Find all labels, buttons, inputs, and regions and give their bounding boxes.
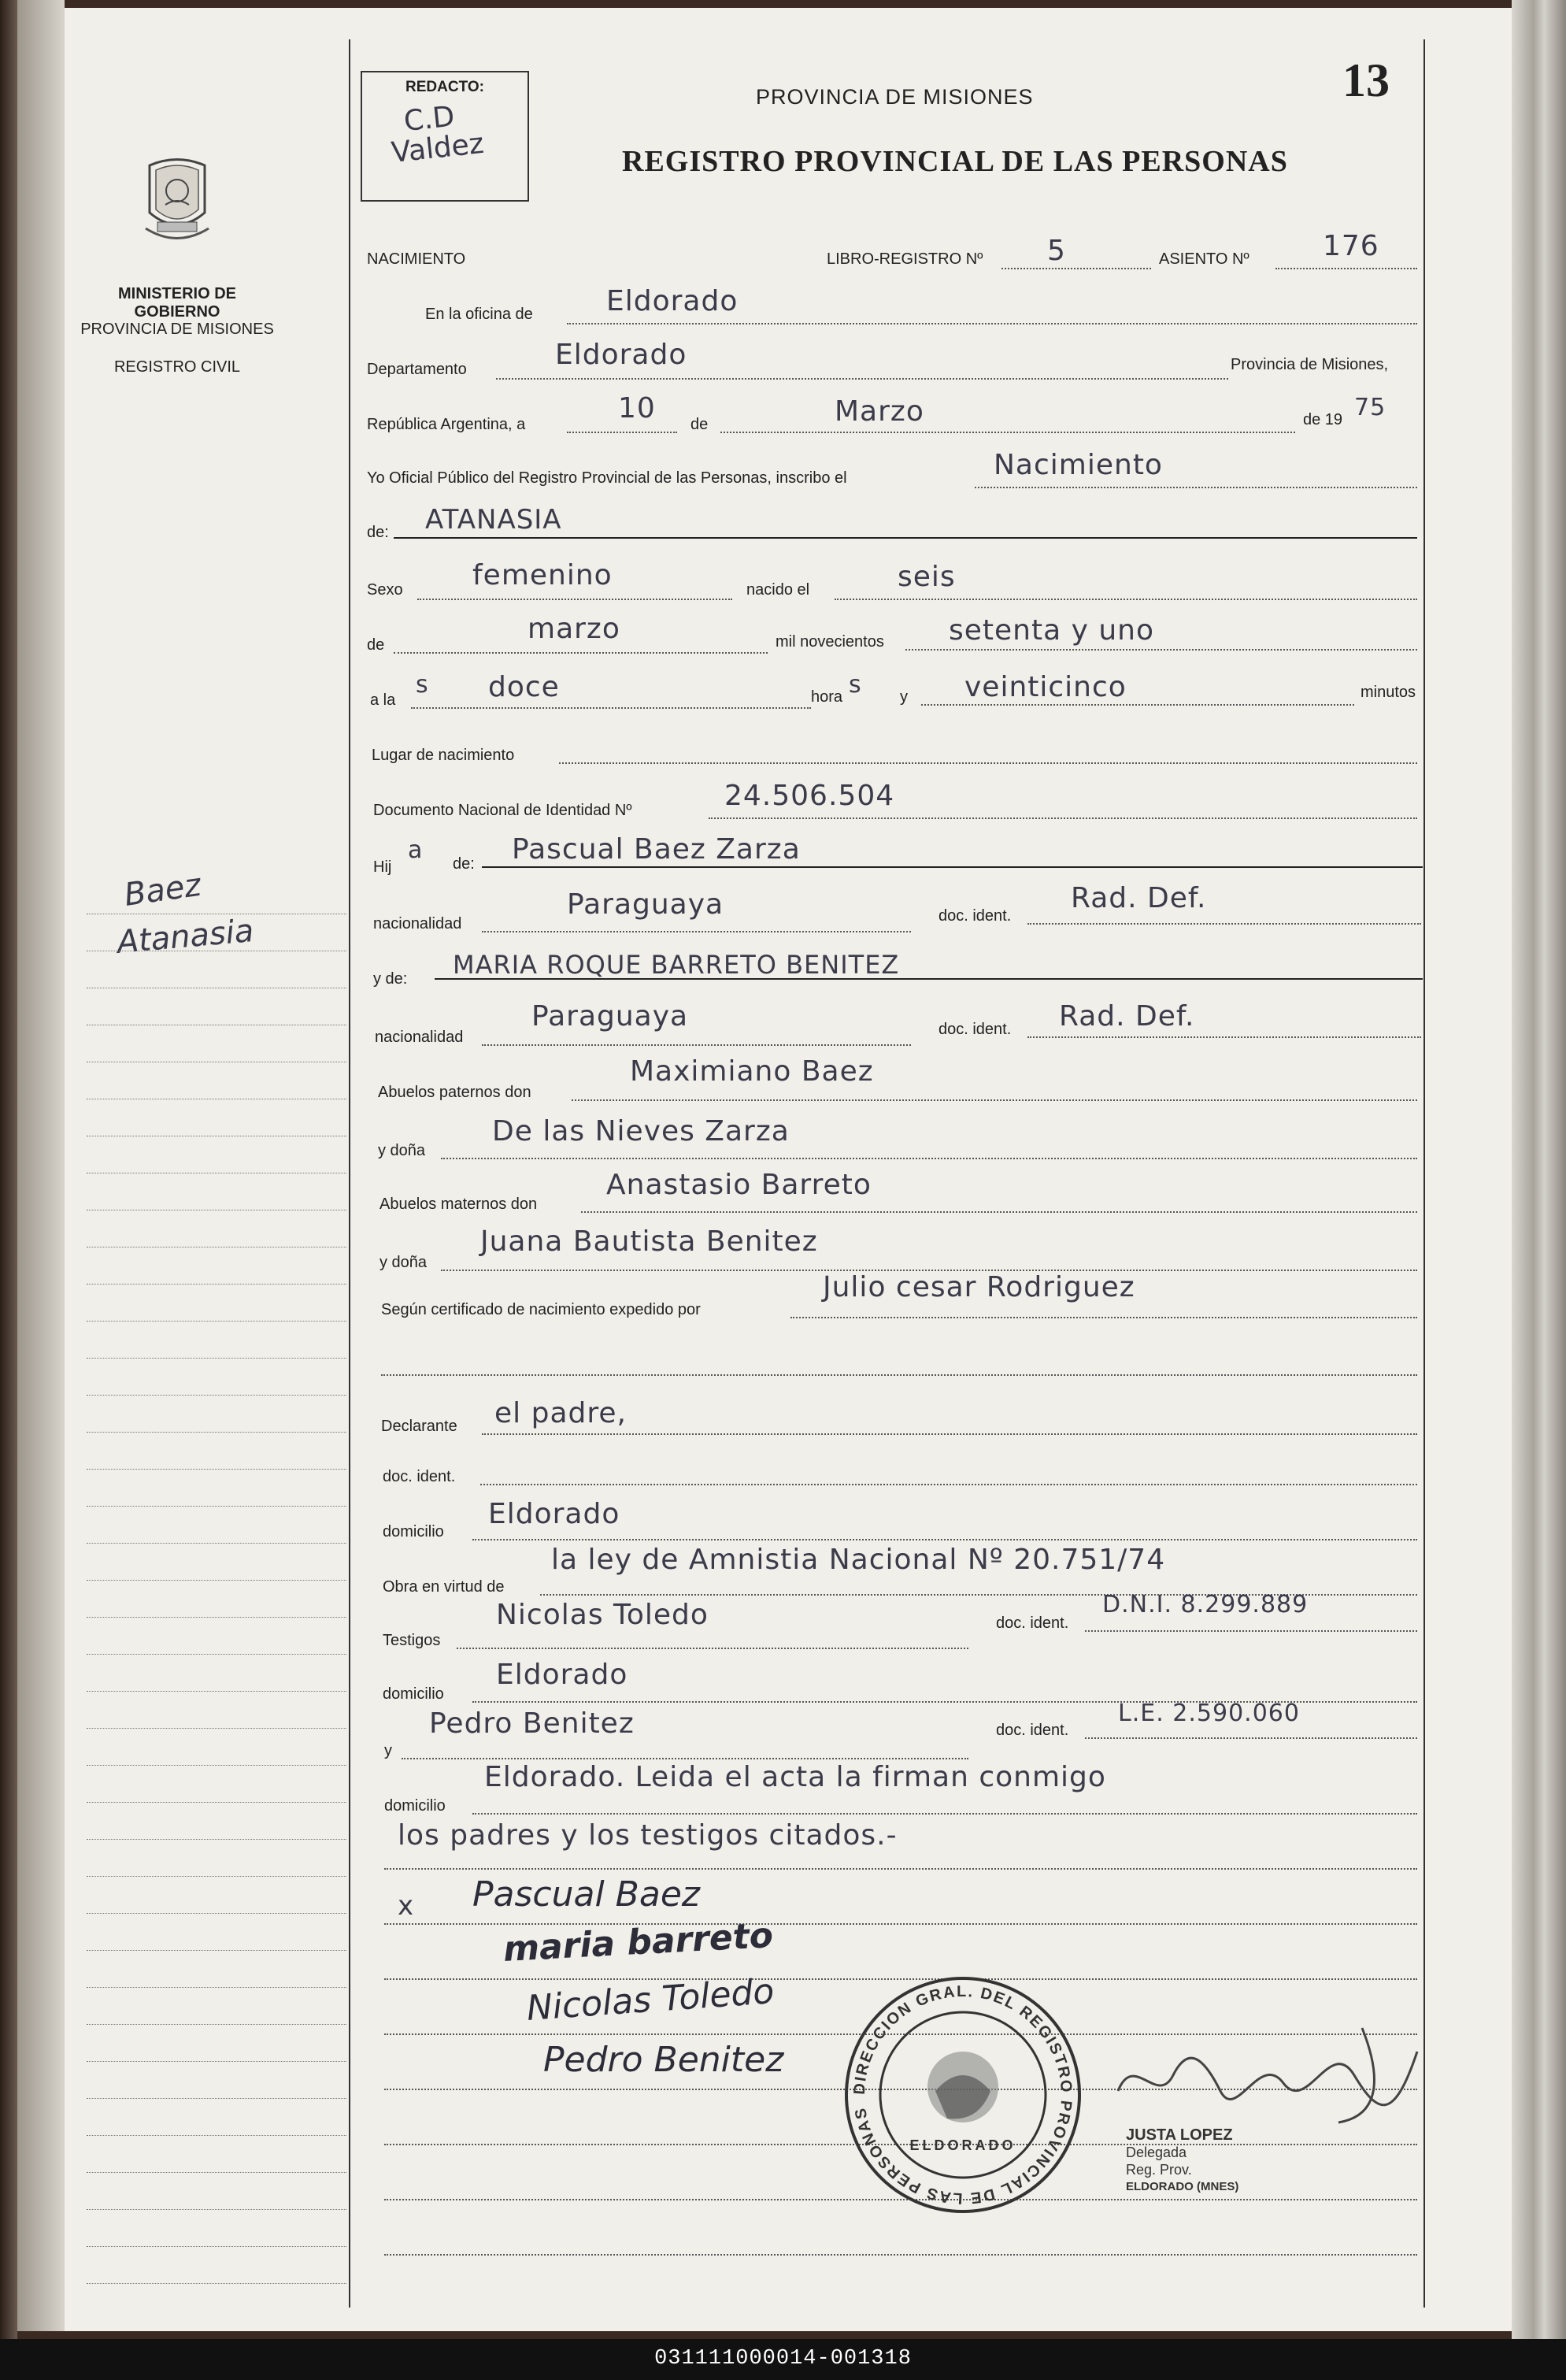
libro-value: 5 <box>1047 235 1066 267</box>
dni-label: Documento Nacional de Identidad Nº <box>373 802 632 819</box>
nac-padre-label: nacionalidad <box>373 915 462 932</box>
margin-ruled-line <box>87 1913 346 1914</box>
docid-padre-value: Rad. Def. <box>1071 882 1207 914</box>
margin-ruled-line <box>87 1506 346 1507</box>
nombre-value: ATANASIA <box>425 504 562 536</box>
ala-label: a la <box>370 691 396 709</box>
oficina-label: En la oficina de <box>425 306 533 323</box>
redacto-initials: C.D <box>402 100 457 139</box>
margin-ruled-line <box>87 1691 346 1692</box>
oficial-line <box>975 487 1417 488</box>
redacto-label: REDACTO: <box>405 79 484 95</box>
domicilio-line <box>472 1539 1417 1540</box>
horas-value: s <box>849 671 862 699</box>
declarante-line <box>482 1433 1417 1435</box>
page-identifier: 031111000014-001318 <box>654 2347 912 2371</box>
folio-number: 13 <box>1342 54 1390 106</box>
official-block <box>1126 2126 1238 2196</box>
margin-ruled-line <box>87 1728 346 1729</box>
dia-line <box>567 432 677 433</box>
docid-padre-label: doc. ident. <box>938 907 1012 925</box>
margin-ruled-line <box>87 1950 346 1951</box>
domicilio-t1-label: domicilio <box>383 1685 444 1703</box>
de2-label: de <box>367 636 385 654</box>
abuelo-mat-value: Anastasio Barreto <box>606 1169 872 1201</box>
margin-ruled-line <box>87 1987 346 1988</box>
stamp-inner-text: ELDORADO <box>909 2137 1016 2153</box>
margin-ruled-line <box>87 1876 346 1877</box>
docid-madre-label: doc. ident. <box>938 1021 1012 1038</box>
nac-madre-value: Paraguaya <box>531 1000 689 1032</box>
de-label: de <box>690 416 709 433</box>
certificado-line <box>790 1317 1417 1318</box>
nacido-line <box>835 599 1417 600</box>
departamento-line <box>496 378 1228 380</box>
domicilio-t1-value: Eldorado <box>496 1659 628 1691</box>
asiento-label: ASIENTO Nº <box>1159 250 1249 268</box>
certificado-value: Julio cesar Rodriguez <box>823 1271 1135 1303</box>
margin-ruled-line <box>87 2246 346 2247</box>
left-page-edge <box>17 0 65 2331</box>
ministry-title: MINISTERIO DE GOBIERNO <box>117 285 236 321</box>
oficial-label: Yo Oficial Público del Registro Provincial de las Personas, inscribo el <box>367 469 847 487</box>
hora-line <box>411 707 811 709</box>
margin-ruled-line <box>87 1395 346 1396</box>
oficial-value: Nacimiento <box>994 449 1163 481</box>
mes-nac-line <box>394 652 768 654</box>
margin-ruled-line <box>87 1469 346 1470</box>
nac-madre-label: nacionalidad <box>375 1029 464 1046</box>
stamp-outer-text: DIRECCION GRAL. DEL REGISTRO PROVINCIAL DE LAS PERSONAS <box>850 1982 1075 2208</box>
testigo1-doc-line <box>1085 1630 1417 1632</box>
docid-padre-line <box>1027 923 1421 925</box>
padre-line <box>482 866 1423 868</box>
nac-padre-value: Paraguaya <box>567 888 724 921</box>
x-mark: x <box>398 1890 415 1922</box>
doc-label: doc. ident. <box>383 1468 456 1485</box>
registry-title: REGISTRO PROVINCIAL DE LAS PERSONAS <box>622 145 1288 178</box>
margin-ruled-line <box>87 1839 346 1840</box>
minutos-line <box>921 704 1354 706</box>
abuela-pat-value: De las Nieves Zarza <box>492 1115 790 1147</box>
declarante-label: Declarante <box>381 1418 457 1435</box>
mes-line <box>720 432 1295 433</box>
sexo-line <box>417 599 732 600</box>
minutos-value: veinticinco <box>964 671 1127 703</box>
nac-madre-line <box>482 1044 911 1046</box>
signature-father: Pascual Baez <box>472 1874 700 1915</box>
abuelo-pat-line <box>572 1099 1417 1101</box>
margin-note-surname: Baez <box>121 866 204 914</box>
ruled-line <box>384 2254 1417 2256</box>
margin-ruled-line <box>87 1617 346 1618</box>
de3-label: de: <box>453 855 475 873</box>
yde-label: y de: <box>373 970 408 988</box>
ydona-mat-label: y doña <box>379 1254 428 1271</box>
testigo1-value: Nicolas Toledo <box>496 1599 709 1631</box>
domicilio-value: Eldorado <box>488 1498 620 1530</box>
oficina-line <box>567 323 1417 324</box>
lugar-label: Lugar de nacimiento <box>372 747 515 764</box>
testigos-label: Testigos <box>383 1632 441 1649</box>
nacimiento-label: NACIMIENTO <box>367 250 466 268</box>
margin-ruled-line <box>87 2024 346 2025</box>
hora-value: doce <box>488 671 560 703</box>
anio-label: de 19 <box>1303 411 1343 428</box>
y-label: y <box>900 688 908 706</box>
oficina-value: Eldorado <box>606 285 739 317</box>
dni-value: 24.506.504 <box>724 780 895 812</box>
mil-label: mil novecientos <box>776 633 884 651</box>
domicilio-label: domicilio <box>383 1523 444 1540</box>
abuelo-pat-value: Maximiano Baez <box>630 1055 874 1088</box>
anio-value: 75 <box>1354 394 1386 421</box>
doc-line <box>480 1484 1417 1485</box>
republica-label: República Argentina, a <box>367 416 526 433</box>
margin-ruled-line <box>87 1765 346 1766</box>
obra-value: la ley de Amnistia Nacional Nº 20.751/74 <box>551 1544 1166 1576</box>
madre-value: MARIA ROQUE BARRETO BENITEZ <box>453 950 900 980</box>
margin-ruled-line <box>87 2061 346 2062</box>
ministry-registry: REGISTRO CIVIL <box>113 358 241 376</box>
right-page-edges <box>1512 0 1566 2339</box>
cierre-line <box>384 1868 1417 1870</box>
margin-ruled-line <box>87 1432 346 1433</box>
testigo2-doc-label: doc. ident. <box>996 1722 1069 1739</box>
margin-ruled-line <box>87 1358 346 1359</box>
hij-label: Hij <box>373 858 392 876</box>
nacido-label: nacido el <box>746 581 810 599</box>
padre-value: Pascual Baez Zarza <box>512 833 801 866</box>
official-signature <box>1102 2004 1433 2138</box>
domicilio-t2-label: domicilio <box>384 1797 446 1815</box>
testigo2-doc-value: L.E. 2.590.060 <box>1118 1700 1300 1727</box>
anio-nac-value: setenta y uno <box>949 614 1155 647</box>
signature-witness1: Nicolas Toledo <box>525 1971 776 2029</box>
coat-of-arms-icon <box>142 150 213 252</box>
abuelos-pat-label: Abuelos paternos don <box>378 1084 531 1101</box>
margin-ruled-line <box>87 2172 346 2173</box>
margin-ruled-line <box>87 2098 346 2099</box>
anio-nac-line <box>905 649 1417 651</box>
cierre-value: los padres y los testigos citados.- <box>398 1819 898 1852</box>
margin-ruled-line <box>87 1321 346 1322</box>
nombre-line <box>394 537 1417 539</box>
ala-value: s <box>416 671 429 699</box>
ydona-pat-label: y doña <box>378 1142 426 1159</box>
margin-ruled-line <box>87 2283 346 2284</box>
margin-ruled-line <box>87 1284 346 1285</box>
nombre-label: de: <box>367 524 389 541</box>
signature-mother: maria barreto <box>502 1915 775 1970</box>
declarante-value: el padre, <box>494 1397 627 1429</box>
asiento-line <box>1275 268 1417 269</box>
lugar-line <box>559 762 1417 764</box>
departamento-label: Departamento <box>367 361 467 378</box>
testigo2-line <box>402 1758 968 1759</box>
provincia-label: Provincia de Misiones, <box>1231 356 1389 373</box>
sexo-label: Sexo <box>367 581 403 599</box>
right-rule <box>1423 39 1425 2308</box>
mes-nac-value: marzo <box>528 613 620 645</box>
margin-annotation <box>110 858 370 984</box>
redacto-name <box>387 99 485 169</box>
margin-ruled-line <box>87 1802 346 1803</box>
docid-madre-line <box>1027 1036 1421 1038</box>
book-spine <box>0 0 17 2339</box>
domicilio-t2-line <box>472 1813 1417 1815</box>
docid-madre-value: Rad. Def. <box>1059 1000 1195 1032</box>
asiento-value: 176 <box>1323 230 1379 262</box>
abuelos-mat-label: Abuelos maternos don <box>379 1196 538 1213</box>
margin-ruled-line <box>87 2135 346 2136</box>
margin-ruled-line <box>87 2209 346 2210</box>
certificado-line2 <box>381 1374 1417 1376</box>
mes-value: Marzo <box>835 395 924 428</box>
abuelo-mat-line <box>581 1211 1417 1213</box>
testigo2-value: Pedro Benitez <box>429 1707 635 1740</box>
hij-value: a <box>408 836 424 864</box>
obra-label: Obra en virtud de <box>383 1578 505 1596</box>
redacto-surname: Valdez <box>390 127 486 169</box>
testigo2-doc-line <box>1085 1737 1417 1739</box>
dia-value: 10 <box>618 392 656 424</box>
official-stamp <box>841 1973 1085 2217</box>
margin-ruled-line <box>87 1543 346 1544</box>
margin-ruled-line <box>87 1654 346 1655</box>
margin-rule <box>349 39 350 2308</box>
abuela-mat-value: Juana Bautista Benitez <box>480 1225 818 1258</box>
nacido-value: seis <box>898 561 956 593</box>
y-testigo-label: y <box>384 1742 392 1759</box>
province-title: PROVINCIA DE MISIONES <box>756 85 1034 109</box>
libro-line <box>1001 268 1151 269</box>
sexo-value: femenino <box>472 559 613 591</box>
official-location: ELDORADO (MNES) <box>1126 2180 1239 2193</box>
dni-line <box>709 817 1417 819</box>
domicilio-t2-value: Eldorado. Leida el acta la firman conmigo <box>484 1761 1106 1793</box>
libro-label: LIBRO-REGISTRO Nº <box>827 250 983 268</box>
nac-padre-line <box>482 931 911 932</box>
testigo1-doc-value: D.N.I. 8.299.889 <box>1102 1591 1309 1618</box>
redacto-box <box>361 71 529 202</box>
official-reg: Reg. Prov. <box>1126 2162 1192 2178</box>
signature-witness2: Pedro Benitez <box>543 2040 784 2080</box>
testigo1-line <box>457 1648 968 1649</box>
margin-ruled-line <box>87 1580 346 1581</box>
departamento-value: Eldorado <box>555 339 687 371</box>
horas-label: hora <box>811 688 843 706</box>
abuela-pat-line <box>441 1158 1417 1159</box>
margin-note-name: Atanasia <box>115 912 256 961</box>
ministry-province: PROVINCIA DE MISIONES <box>80 321 274 338</box>
minutos-label: minutos <box>1361 684 1416 701</box>
official-title: Delegada <box>1126 2145 1187 2160</box>
official-name: JUSTA LOPEZ <box>1126 2126 1233 2144</box>
certificado-label: Según certificado de nacimiento expedido por <box>381 1301 701 1318</box>
testigo1-doc-label: doc. ident. <box>996 1614 1069 1632</box>
